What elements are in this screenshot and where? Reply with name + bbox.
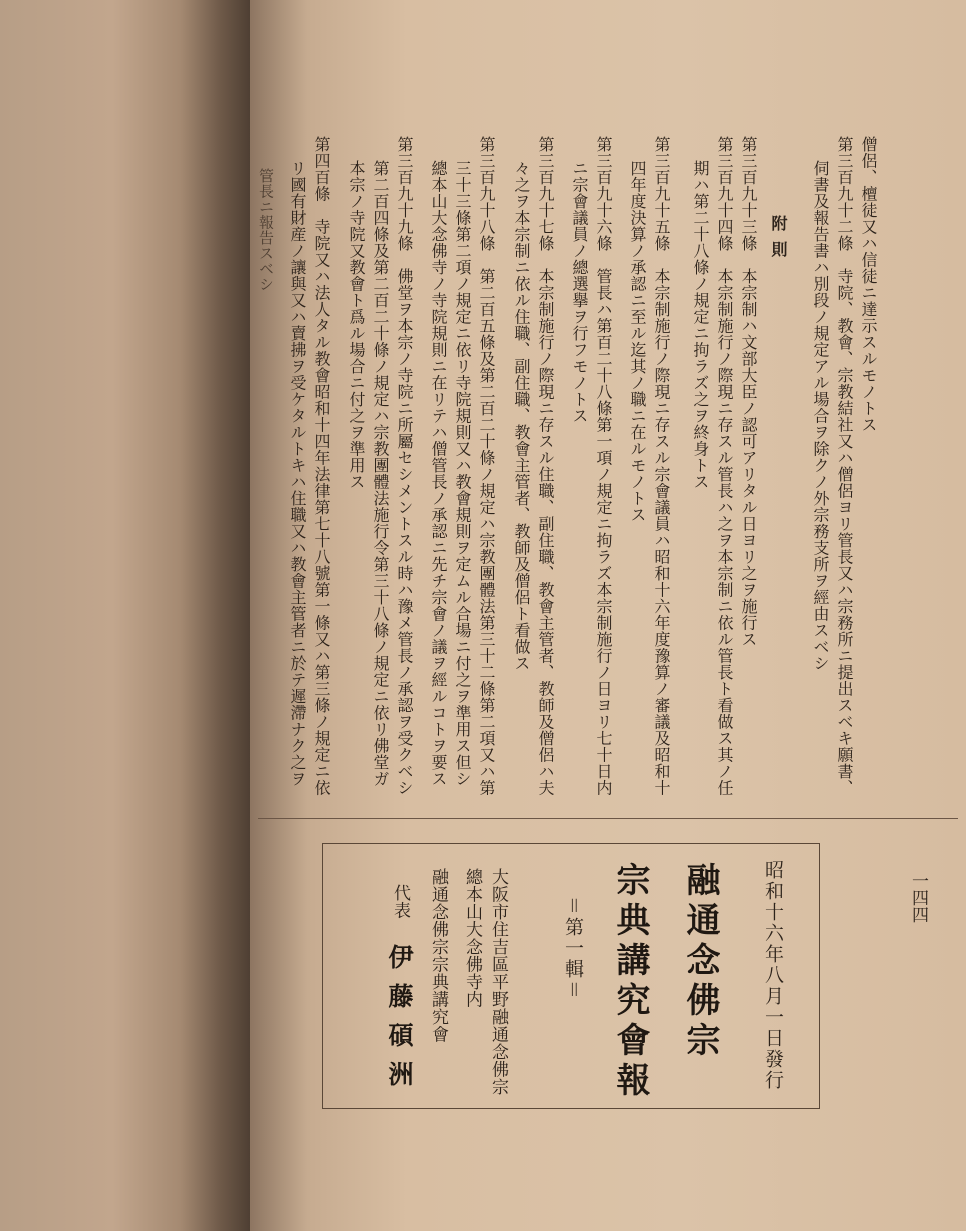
text-column: 々之ヲ本宗制ニ依ル住職、副住職、教會主管者、教師及僧侶ト看做ス [512,160,531,672]
text-column: 總本山大念佛寺ノ寺院規則ニ在リテハ僧管長ノ承認ニ先チ宗會ノ議ヲ經ルコトヲ要ス [429,160,448,787]
page-number: 一四四 [908,872,928,923]
text-column: 第三百九十四條 本宗制施行ノ際現ニ存スル管長ハ之ヲ本宗制ニ依ル管長ト看做ス其ノ任 [715,136,734,796]
publication-title-line1: 融通念佛宗 [680,862,720,1062]
text-column: 第三百九十三條 本宗制ハ文部大臣ノ認可アリタル日ヨリ之ヲ施行ス [739,136,758,648]
representative-name: 伊藤碩洲 [385,944,414,1100]
text-column: 伺書及報告書ハ別段ノ規定アル場合ヲ除クノ外宗務支所ヲ經由スベシ [811,160,830,672]
text-column: 本宗ノ寺院又教會ト爲ル場合ニ付之ヲ準用ス [347,160,366,490]
text-column: 第三百九十五條 本宗制施行ノ際現ニ存スル宗會議員ハ昭和十六年度豫算ノ審議及昭和十 [652,136,671,796]
text-column: 第三百九十九條 佛堂ヲ本宗ノ寺院ニ所屬セシメントスル時ハ豫メ管長ノ承認ヲ受クベシ [395,136,414,796]
text-column: 管長ニ報告スベシ [257,168,275,292]
text-column: 三十三條第二項ノ規定ニ依リ寺院規則又ハ教會規則ヲ定ムル合場ニ付之ヲ準用ス但シ [453,160,472,787]
text-column: 第四百條 寺院又ハ法人タル教會昭和十四年法律第七十八號第一條又ハ第三條ノ規定ニ依 [312,136,331,796]
publication-date: 昭和十六年八月一日發行 [762,860,784,1091]
left-page-edge [0,0,250,1231]
publisher-temple: 總本山大念佛寺内 [462,868,482,1008]
text-column: 第三百九十二條 寺院、教會、宗教結社又ハ僧侶ヨリ管長又ハ宗務所ニ提出スベキ願書、 [835,136,854,796]
section-divider [258,818,958,819]
representative-label: 代表 [390,884,410,919]
publication-title-line2: 宗典講究會報 [610,862,650,1102]
appendix-heading: 附則 [769,215,788,267]
text-column: 第二百四條及第二百二十條ノ規定ハ宗教團體法施行令第三十八條ノ規定ニ依リ佛堂ガ [371,160,390,787]
text-column: 第三百九十八條 第二百五條及第二百二十條ノ規定ハ宗教團體法第三十二條第二項又ハ第 [477,136,496,796]
text-column: 僧侶、檀徒又ハ信徒ニ達示スルモノトス [859,136,878,433]
publisher-society: 融通念佛宗宗典講究會 [428,868,448,1043]
text-column: リ國有財産ノ讓與又ハ賣拂ヲ受ケタルトキハ住職又ハ教會主管者ニ於テ遲滯ナク之ヲ [288,160,307,787]
publisher-address: 大阪市住吉區平野融通念佛宗 [488,868,508,1096]
text-column: 第三百九十七條 本宗制施行ノ際現ニ存スル住職、副住職、教會主管者、教師及僧侶ハ夫 [536,136,555,796]
text-column: ニ宗會議員ノ總選擧ヲ行フモノトス [570,160,589,424]
issue-number: ＝第一輯＝ [562,896,584,1001]
colophon-box [322,843,820,1109]
text-column: 第三百九十六條 管長ハ第百二十八條第一項ノ規定ニ拘ラズ本宗制施行ノ日ヨリ七十日内 [594,136,613,796]
text-column: 期ハ第二十八條ノ規定ニ拘ラズ之ヲ終身トス [691,160,710,490]
text-column: 四年度決算ノ承認ニ至ル迄其ノ職ニ在ルモノトス [628,160,647,523]
